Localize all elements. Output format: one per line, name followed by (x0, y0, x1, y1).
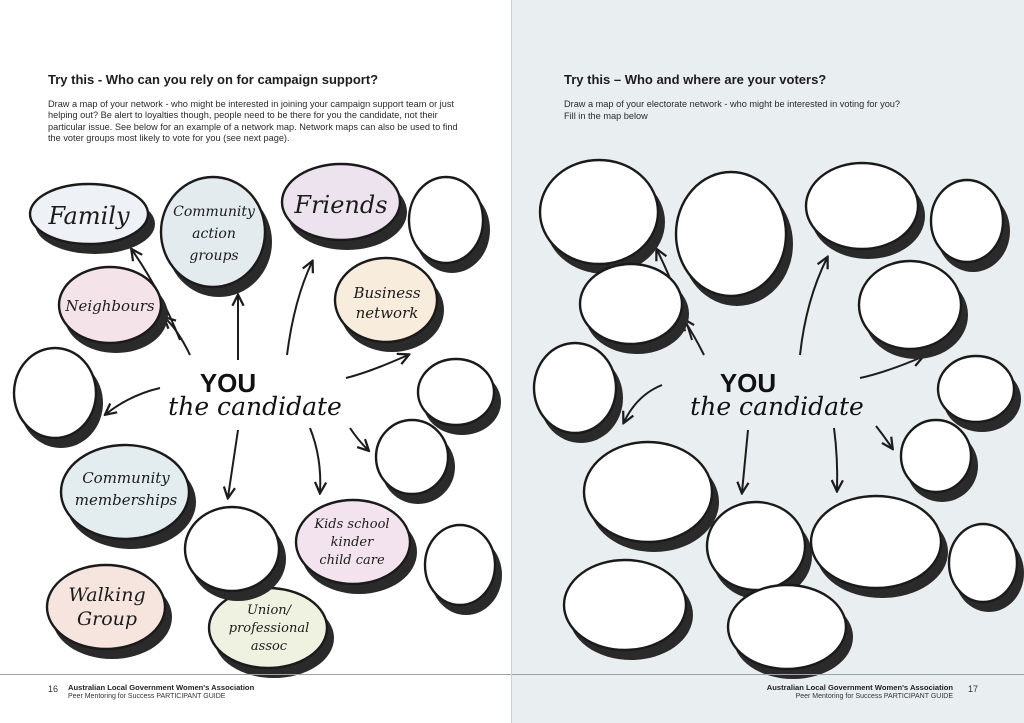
bubble-union-l1: Union/ (246, 603, 292, 618)
left-page-instructions: Draw a map of your network - who might be interested in joining your campaign support team or just helping out? Be alert to loyalties though, people need to be there for you the candidate, not their particular issue. See below for an example of a network map. Network maps can also be used to find the voter groups most likely to vote for you (see next page). (48, 99, 458, 144)
bubble-business (335, 258, 444, 352)
bubble-community-action-l2: action (192, 226, 236, 242)
bubble-community-memberships-l2: memberships (74, 491, 178, 509)
bubble-community-memberships (61, 445, 196, 549)
right-page-number: 17 (968, 684, 979, 694)
bubble-neighbours-label: Neighbours (65, 297, 155, 315)
right-footer-rule (512, 674, 1024, 675)
left-center-you: YOU (199, 368, 257, 398)
right-center-you: YOU (719, 368, 777, 398)
right-network-map (512, 0, 1024, 723)
left-page-title: Try this - Who can you rely on for campaign support? (48, 72, 379, 87)
right-center-candidate: the candidate (690, 392, 864, 421)
bubble-community-action-l3: groups (189, 248, 239, 264)
bubble-walking-l1: Walking (68, 584, 146, 606)
left-center-candidate: the candidate (168, 392, 342, 421)
bubble-friends (282, 164, 407, 250)
right-footer-guide: Peer Mentoring for Success PARTICIPANT GUIDE (795, 693, 953, 700)
right-page-instructions-2: Fill in the map below (564, 111, 648, 121)
bubble-family (30, 184, 155, 254)
bubble-walking-l2: Group (76, 608, 138, 630)
bubble-union (209, 588, 334, 678)
bubble-family-label: Family (48, 202, 130, 230)
bubble-business-l1: Business (353, 284, 421, 302)
bubble-community-action-l1: Community (173, 204, 255, 220)
left-network-map (0, 0, 511, 723)
bubble-community-action (161, 177, 272, 297)
bubble-kids-l2: kinder (330, 535, 374, 550)
bubble-union-l3: assoc (250, 639, 288, 654)
left-page (0, 0, 511, 723)
right-page (512, 0, 1024, 723)
left-footer-rule (0, 674, 511, 675)
bubble-business-l2: network (355, 304, 419, 322)
left-footer-guide: Peer Mentoring for Success PARTICIPANT GUIDE (68, 693, 226, 700)
bubble-community-memberships-l1: Community (82, 469, 170, 487)
bubble-union-l2: professional (228, 621, 310, 636)
right-footer-org: Australian Local Government Women's Association (766, 683, 953, 692)
right-page-instructions-1: Draw a map of your electorate network - who might be interested in voting for you? (564, 99, 901, 109)
bubble-friends-label: Friends (294, 191, 388, 219)
bubble-kids-l1: Kids school (314, 517, 390, 532)
bubble-kids-l3: child care (319, 553, 385, 568)
left-page-number: 16 (48, 684, 59, 694)
right-page-title: Try this – Who and where are your voters? (564, 72, 827, 87)
bubble-walking-group (47, 565, 172, 659)
left-footer-org: Australian Local Government Women's Association (68, 683, 255, 692)
bubble-kids-school (296, 500, 417, 594)
